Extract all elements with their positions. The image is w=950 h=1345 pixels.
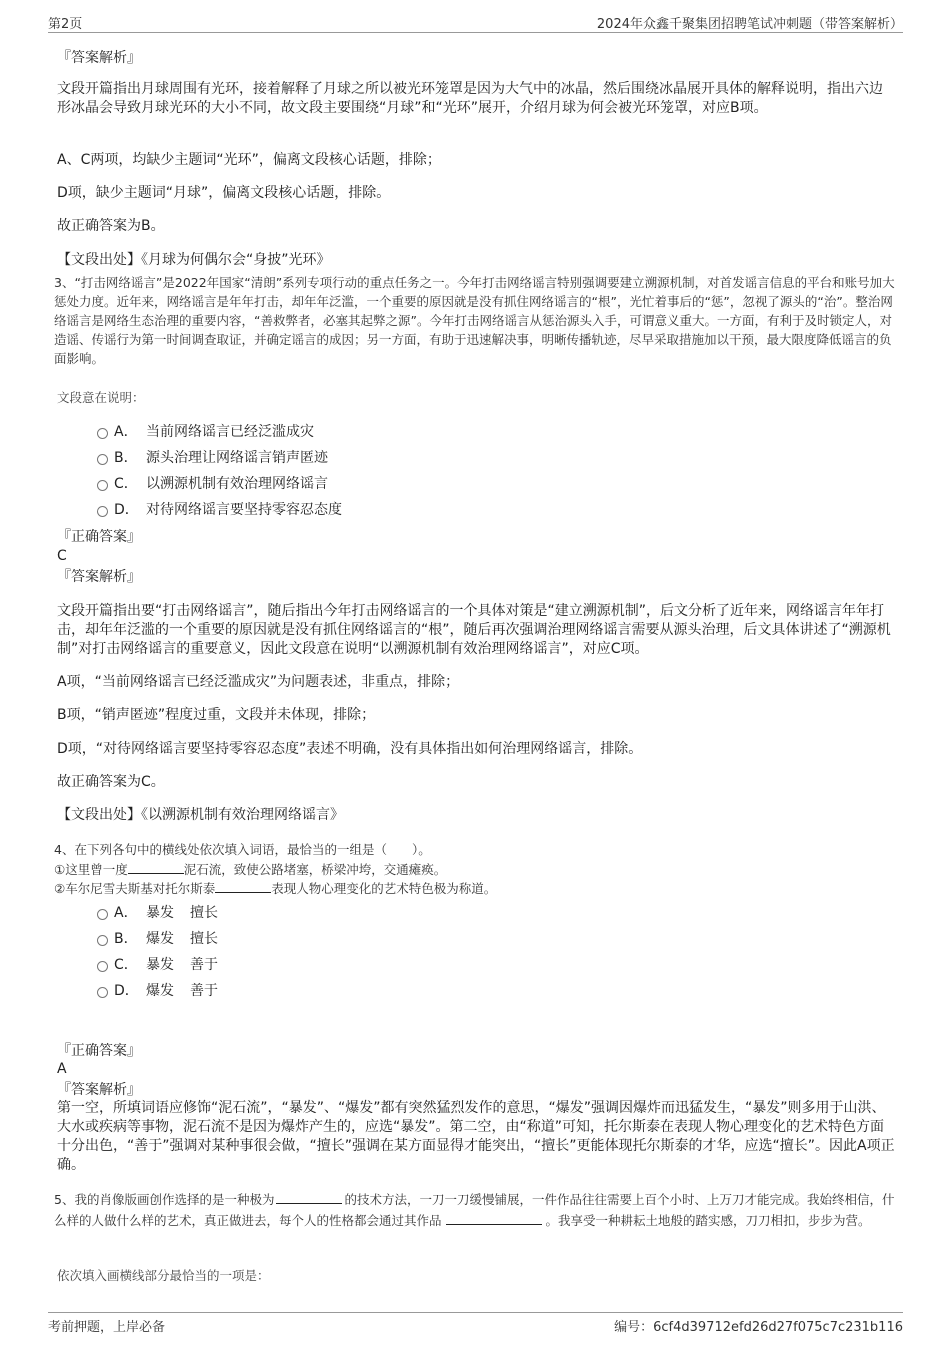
q4-option-d[interactable] xyxy=(97,981,218,1001)
prev-conclusion: 故正确答案为B。 xyxy=(57,218,165,234)
q3-source: 【文段出处】《以溯源机制有效治理网络谣言》 xyxy=(57,807,344,823)
q3-analysis-text: 文段开篇指出要“打击网络谣言”，随后指出今年打击网络谣言的一个具体对策是“建立溯源机制”，后文分析了近年来，网络谣言年年打击，却年年泛滥的一个重要的原因就是没有抓住网络谣言的“根”，随后再次强调治理网络谣言需要从源头治理，后文具体讲述了“溯源机制”对打击网络谣言的重要意义，因此文段意在说明“以溯源机制有效治理网络谣言”，对应C项。 xyxy=(57,603,891,657)
q5-prompt: 依次填入画横线部分最恰当的一项是： xyxy=(57,1268,270,1283)
q3-conclusion: 故正确答案为C。 xyxy=(57,774,165,790)
prev-note-d: D项，缺少主题词“月球”，偏离文段核心话题，排除。 xyxy=(57,185,391,201)
footer-serial: 编号：6cf4d39712efd26d27f075c7c231b116 xyxy=(614,1320,903,1335)
radio-icon[interactable] xyxy=(97,454,108,465)
option-word-2: 善于 xyxy=(190,983,218,999)
option-word-1: 爆发 xyxy=(146,931,174,947)
document-title: 2024年众鑫千聚集团招聘笔试冲刺题（带答案解析） xyxy=(596,17,903,32)
radio-icon[interactable] xyxy=(97,428,108,439)
radio-icon[interactable] xyxy=(97,480,108,491)
q3-option-b[interactable] xyxy=(97,448,328,468)
blank-line xyxy=(128,859,184,874)
page-header xyxy=(48,12,903,33)
prev-note-ac: A、C两项，均缺少主题词“光环”，偏离文段核心话题，排除； xyxy=(57,152,441,168)
option-letter: A． xyxy=(114,905,138,921)
prev-analysis-text: 文段开篇指出月球周围有光环，接着解释了月球之所以被光环笼罩是因为大气中的冰晶，然后围绕冰晶展开具体的解释说明，指出六边形冰晶会导致月球光环的大小不同，故文段主要围绕“月球”和“光环”展开，介绍月球为何会被光环笼罩，对应B项。 xyxy=(57,81,883,116)
q4-option-a[interactable] xyxy=(97,903,218,923)
q4-sentence-1 xyxy=(54,859,899,879)
option-letter: B． xyxy=(114,931,138,947)
q3-option-d[interactable] xyxy=(97,500,342,520)
q4-answer-label: 『正确答案』 xyxy=(57,1043,141,1059)
q3-stem: 3、“打击网络谣言”是2022年国家“清朗”系列专项行动的重点任务之一。今年打击网络谣言特别强调要建立溯源机制，对首发谣言信息的平台和账号加大惩处力度。近年来，网络谣言是年年打击，却年年泛滥，一个重要的原因就是没有抓住网络谣言的“根”，光忙着事后的“惩”，忽视了源头的“治”。整治网络谣言是网络生态治理的重要内容，“善救弊者，必塞其起弊之源”。今年打击网络谣言从惩治源头入手，可谓意义重大。一方面，有利于及时锁定人，对造谣、传谣行为第一时间调查取证，并确定谣言的成因；另一方面，有助于迅速解决事，明晰传播轨迹，尽早采取措施加以干预，最大限度降低谣言的负面影响。 xyxy=(54,275,895,366)
page-footer xyxy=(48,1312,903,1335)
q3-prompt: 文段意在说明： xyxy=(57,390,145,405)
prev-analysis-label: 『答案解析』 xyxy=(57,50,141,66)
q4-answer: A xyxy=(57,1061,67,1077)
radio-icon[interactable] xyxy=(97,506,108,517)
option-text: 以溯源机制有效治理网络谣言 xyxy=(146,476,328,492)
option-word-2: 善于 xyxy=(190,957,218,973)
option-letter: A． xyxy=(114,424,138,440)
option-letter: D． xyxy=(114,983,139,999)
sentence-part: ①这里曾一度 xyxy=(54,862,128,877)
stem-part: 5、我的肖像版画创作选择的是一种极为 xyxy=(54,1192,275,1207)
q4-analysis-text: 第一空，所填词语应修饰“泥石流”，“暴发”、“爆发”都有突然猛烈发作的意思，“爆发”强调因爆炸而迅猛发生，“暴发”则多用于山洪、大水或疾病等事物，泥石流不是因为爆炸产生的，应选“暴发”。第二空，由“称道”可知，托尔斯泰在表现人物心理变化的艺术特色方面十分出色，“善于”强调对某种事很会做，“擅长”强调在某方面显得才能突出，“擅长”更能体现托尔斯泰的才华，应选“擅长”。因此A项正确。 xyxy=(57,1100,895,1173)
q5-stem xyxy=(54,1189,899,1231)
blank-line xyxy=(276,1189,342,1204)
footer-slogan: 考前押题，上岸必备 xyxy=(48,1320,166,1335)
stem-part: 。我享受一种耕耘土地般的踏实感，刀刀相扣，步步为营。 xyxy=(545,1213,871,1228)
option-letter: D． xyxy=(114,502,139,518)
option-word-1: 暴发 xyxy=(146,905,174,921)
sentence-part: 泥石流，致使公路堵塞，桥梁冲垮，交通瘫痪。 xyxy=(183,862,447,877)
page-number: 第2页 xyxy=(48,17,83,32)
q3-note-a: A项，“当前网络谣言已经泛滥成灾”为问题表述，非重点，排除； xyxy=(57,674,460,690)
radio-icon[interactable] xyxy=(97,909,108,920)
prev-source: 【文段出处】《月球为何偶尔会“身披”光环》 xyxy=(57,252,331,268)
radio-icon[interactable] xyxy=(97,961,108,972)
option-text: 对待网络谣言要坚持零容忍态度 xyxy=(146,502,342,518)
option-text: 当前网络谣言已经泛滥成灾 xyxy=(146,424,314,440)
option-word-1: 暴发 xyxy=(146,957,174,973)
q3-note-b: B项，“销声匿迹”程度过重，文段并未体现，排除； xyxy=(57,707,376,723)
q3-answer-label: 『正确答案』 xyxy=(57,529,141,545)
q4-sentence-2 xyxy=(54,878,899,898)
blank-line xyxy=(215,878,271,893)
q4-stem: 4、在下列各句中的横线处依次填入词语，最恰当的一组是（ ）。 xyxy=(54,842,431,857)
option-letter: C． xyxy=(114,476,138,492)
option-letter: C． xyxy=(114,957,138,973)
sentence-part: 表现人物心理变化的艺术特色极为称道。 xyxy=(271,881,497,896)
blank-line xyxy=(446,1210,542,1225)
stem-part: 的技术方法，一刀一刀缓慢铺展，一件作品往往需要上百个小时、上万刀才能完成。我始终相信，什么样的人做什么样的艺术，真正做进去，每个人的性格都会通过其作品 xyxy=(54,1192,895,1228)
radio-icon[interactable] xyxy=(97,935,108,946)
q3-option-c[interactable] xyxy=(97,474,328,494)
q3-analysis-label: 『答案解析』 xyxy=(57,569,141,585)
q4-analysis-label: 『答案解析』 xyxy=(57,1082,141,1098)
option-word-2: 擅长 xyxy=(190,931,218,947)
q3-option-a[interactable] xyxy=(97,422,314,442)
option-word-2: 擅长 xyxy=(190,905,218,921)
option-text: 源头治理让网络谣言销声匿迹 xyxy=(146,450,328,466)
sentence-part: ②车尔尼雪夫斯基对托尔斯泰 xyxy=(54,881,216,896)
q3-answer: C xyxy=(57,548,67,564)
option-letter: B． xyxy=(114,450,138,466)
q4-option-b[interactable] xyxy=(97,929,218,949)
option-word-1: 爆发 xyxy=(146,983,174,999)
radio-icon[interactable] xyxy=(97,987,108,998)
q4-option-c[interactable] xyxy=(97,955,218,975)
q3-note-d: D项，“对待网络谣言要坚持零容忍态度”表述不明确，没有具体指出如何治理网络谣言，排除。 xyxy=(57,741,643,757)
